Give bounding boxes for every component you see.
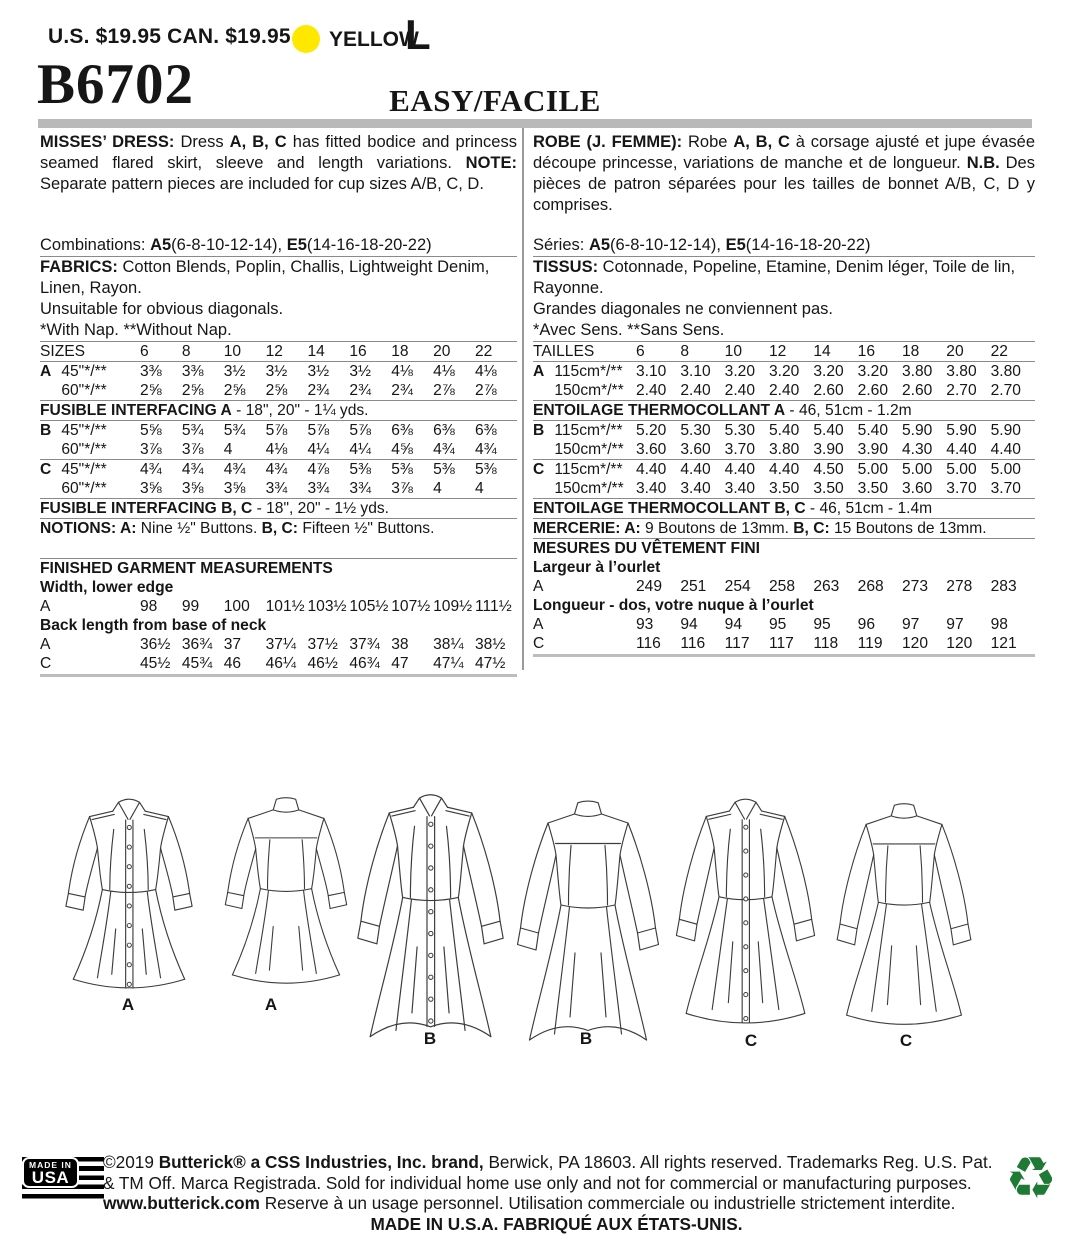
value-cell: 3.10 [680, 363, 711, 380]
dress-a-front-drawing [50, 787, 208, 1001]
table-row [40, 401, 517, 421]
usa-logo-top-text: MADE IN [29, 1160, 72, 1170]
value-cell: 3⅝ [224, 479, 266, 499]
recycle-icon: ♻ [1005, 1146, 1057, 1211]
header-cell: 10 [224, 342, 266, 362]
value-cell: 268 [857, 578, 884, 595]
view-label-c-front: C [744, 1031, 758, 1050]
row-label-cell: A [40, 598, 51, 615]
value-cell: 2.40 [636, 381, 680, 401]
value-cell: 4.40 [991, 440, 1035, 460]
header-cell: 18 [391, 342, 433, 362]
value-cell: 5⅞ [265, 422, 288, 439]
value-cell: 37¼ [265, 636, 296, 653]
value-cell: 4¼ [349, 440, 391, 460]
value-cell: 3.20 [857, 363, 888, 380]
value-cell: 3.70 [991, 479, 1035, 499]
value-cell: 3½ [307, 363, 330, 380]
table-row [40, 381, 517, 401]
legal-line-2: & TM Off. Marca Registrada. Sold for individual home use only and not for commercial or manufacturing purposes. [103, 1172, 972, 1193]
usa-logo-bottom-text: USA [31, 1168, 70, 1187]
section-cell: ENTOILAGE THERMOCOLLANT A - 46, 51cm - 1.2m [533, 401, 1035, 421]
value-cell: 2⅝ [140, 381, 182, 401]
value-cell: 97 [946, 616, 964, 633]
value-cell: 4.40 [768, 461, 800, 478]
table-row [40, 654, 517, 673]
french-yardage-table [533, 341, 1035, 539]
value-cell: 47 [391, 655, 409, 672]
value-cell: 3¾ [266, 479, 308, 499]
value-cell: 3⅞ [391, 479, 433, 499]
value-cell: 2.40 [725, 381, 769, 401]
flag-canton [22, 1157, 79, 1188]
row-label-cell: C 45"*/** [40, 461, 107, 478]
yellow-dot-icon [292, 25, 320, 53]
legal-line-3: www.butterick.com Reserve à un usage personnel. Utilisation commerciale ou industrielle strictement interdite. [103, 1193, 956, 1214]
size-letter: L [405, 11, 431, 58]
value-cell: 3¾ [308, 479, 350, 499]
value-cell: 4.40 [724, 461, 756, 478]
dress-b-back-drawing [508, 793, 668, 1056]
value-cell: 98 [990, 616, 1008, 633]
value-cell: 5.20 [636, 422, 667, 439]
french-column [533, 132, 1035, 657]
section-cell: FUSIBLE INTERFACING A - 18", 20" - 1¼ yds. [40, 401, 517, 421]
value-cell: 5.40 [768, 422, 800, 439]
table-row [533, 499, 1035, 519]
view-label-b-back: B [579, 1029, 593, 1048]
value-cell: 46¼ [265, 655, 296, 672]
table-row [40, 597, 517, 616]
value-cell: 2.70 [991, 381, 1035, 401]
view-label-b-front: B [423, 1029, 437, 1048]
table-row [533, 342, 1035, 362]
value-cell: 103½ [307, 598, 347, 615]
value-cell: 4.40 [636, 461, 667, 478]
value-cell: 5.30 [680, 422, 711, 439]
table-row [40, 635, 517, 654]
value-cell: 4 [224, 440, 266, 460]
value-cell: 4¾ [181, 461, 204, 478]
table-row [533, 479, 1035, 499]
value-cell: 37¾ [349, 636, 380, 653]
value-cell: 5⅜ [475, 461, 497, 478]
value-cell: 100 [223, 598, 250, 615]
row-label-cell: C [40, 655, 52, 672]
english-fabrics: FABRICS: Cotton Blends, Poplin, Challis, Lightweight Denim, Linen, Rayon. [40, 258, 490, 297]
table-row [533, 362, 1035, 382]
value-cell: 38½ [475, 636, 506, 653]
table-row [40, 559, 517, 579]
table-row [40, 616, 517, 635]
value-cell: 120 [901, 635, 928, 652]
value-cell: 47¼ [433, 655, 464, 672]
row-label-cell: 150cm*/** [533, 440, 636, 460]
value-cell: 94 [724, 616, 743, 633]
value-cell: 3.10 [636, 363, 667, 380]
value-cell: 4.40 [946, 440, 990, 460]
value-cell: 3.20 [813, 363, 844, 380]
header-cell: 10 [725, 342, 769, 362]
section-cell: MERCERIE: A: 9 Boutons de 13mm. B, C: 15 Boutons de 13mm. [533, 519, 1035, 539]
value-cell: 273 [901, 578, 928, 595]
value-cell: 5⅜ [391, 461, 413, 478]
value-cell: 5.40 [857, 422, 888, 439]
value-cell: 4⅛ [391, 363, 413, 380]
value-cell: 97 [901, 616, 920, 633]
table-row [533, 460, 1035, 480]
value-cell: 4⅛ [266, 440, 308, 460]
table-row [40, 519, 517, 539]
header-cell: 16 [858, 342, 902, 362]
value-cell: 5.90 [990, 422, 1021, 439]
column-divider [522, 128, 524, 670]
value-cell: 2.40 [769, 381, 813, 401]
table-row [40, 460, 517, 480]
value-cell: 3.80 [901, 363, 933, 380]
value-cell: 4¾ [223, 461, 246, 478]
value-cell: 96 [857, 616, 875, 633]
value-cell: 4¾ [140, 461, 162, 478]
value-cell: 37½ [307, 636, 338, 653]
section-cell: Largeur à l’ourlet [533, 559, 661, 576]
english-description: MISSES’ DRESS: Dress A, B, C has fitted bodice and princess seamed flared skirt, sleeve and length variations. NOTE: Separate pattern pieces are included for cup sizes A/B, C, D. [40, 133, 517, 193]
row-label-cell: 60"*/** [40, 381, 140, 401]
value-cell: 283 [990, 578, 1017, 595]
value-cell: 47½ [475, 655, 506, 672]
value-cell: 38 [391, 636, 409, 653]
value-cell: 2.40 [680, 381, 724, 401]
french-bottom-rule [533, 654, 1035, 657]
value-cell: 4.40 [680, 461, 711, 478]
price-line: U.S. $19.95 CAN. $19.95 [48, 25, 291, 48]
row-label-cell: 150cm*/** [533, 381, 636, 401]
value-cell: 5.40 [813, 422, 844, 439]
value-cell: 4.30 [902, 440, 946, 460]
value-cell: 121 [990, 635, 1017, 652]
view-label-c-back: C [899, 1031, 913, 1050]
value-cell: 46 [223, 655, 242, 672]
made-in-usa-line: MADE IN U.S.A. FABRIQUÉ AUX ÉTATS-UNIS. [370, 1213, 743, 1234]
value-cell: 4⅛ [433, 363, 455, 380]
value-cell: 5⅜ [349, 461, 372, 478]
row-label-cell: C 115cm*/** [533, 461, 623, 478]
value-cell: 5⅜ [433, 461, 455, 478]
value-cell: 116 [680, 635, 706, 652]
value-cell: 2¾ [349, 381, 391, 401]
table-row [40, 342, 517, 362]
table-row [40, 421, 517, 441]
value-cell: 2⅝ [182, 381, 224, 401]
table-row [533, 558, 1035, 577]
row-label-cell: A 45"*/** [40, 363, 107, 380]
english-column [40, 132, 517, 677]
table-row [40, 440, 517, 460]
table-row [533, 401, 1035, 421]
section-cell: Longueur - dos, votre nuque à l’ourlet [533, 597, 814, 614]
value-cell: 5.30 [724, 422, 756, 439]
header-cell: TAILLES [533, 342, 636, 362]
value-cell: 37 [223, 636, 242, 653]
section-cell: MESURES DU VÊTEMENT FINI [533, 540, 760, 557]
french-nap-note: *Avec Sens. **Sans Sens. [533, 321, 725, 339]
table-row [533, 421, 1035, 441]
value-cell: 4.50 [813, 461, 844, 478]
value-cell: 4⅛ [475, 363, 497, 380]
value-cell: 38¼ [433, 636, 464, 653]
value-cell: 118 [813, 635, 839, 652]
value-cell: 36¾ [181, 636, 213, 653]
table-row [533, 596, 1035, 615]
value-cell: 3⅝ [140, 479, 182, 499]
dress-c-front-drawing [667, 787, 824, 1039]
value-cell: 4¼ [308, 440, 350, 460]
value-cell: 2¾ [391, 381, 433, 401]
header-cell: 20 [433, 342, 475, 362]
value-cell: 5.00 [901, 461, 933, 478]
value-cell: 249 [636, 578, 663, 595]
english-unsuitable: Unsuitable for obvious diagonals. [40, 300, 284, 318]
table-row [40, 578, 517, 597]
value-cell: 4¾ [265, 461, 288, 478]
pattern-number: B6702 [37, 53, 195, 116]
value-cell: 3.90 [813, 440, 857, 460]
value-cell: 107½ [391, 598, 431, 615]
value-cell: 3.60 [680, 440, 724, 460]
value-cell: 94 [680, 616, 698, 633]
dress-a-back-drawing [210, 790, 362, 996]
value-cell: 3.40 [636, 479, 680, 499]
value-cell: 2¾ [308, 381, 350, 401]
value-cell: 5⅝ [140, 422, 162, 439]
english-measurements-table [40, 558, 517, 673]
value-cell: 105½ [349, 598, 389, 615]
value-cell: 2.60 [813, 381, 857, 401]
header-cell: 22 [991, 342, 1035, 362]
value-cell: 4 [475, 479, 517, 499]
header-cell: 6 [140, 342, 182, 362]
dress-c-back-drawing [828, 796, 980, 1040]
value-cell: 258 [768, 578, 796, 595]
value-cell: 5.90 [946, 422, 977, 439]
color-name: YELLOW [329, 28, 419, 51]
value-cell: 263 [813, 578, 840, 595]
value-cell: 3.90 [858, 440, 902, 460]
row-label-cell: 150cm*/** [533, 479, 636, 499]
english-combinations: Combinations: A5(6-8-10-12-14), E5(14-16-18-20-22) [40, 235, 517, 257]
table-row [40, 479, 517, 499]
header-cell: 18 [902, 342, 946, 362]
value-cell: 3.80 [990, 363, 1021, 380]
value-cell: 3½ [265, 363, 288, 380]
row-label-cell: B 45"*/** [40, 422, 107, 439]
value-cell: 95 [768, 616, 787, 633]
french-description: ROBE (J. FEMME): Robe A, B, C à corsage ajusté et jupe évasée découpe princesse, variations de manche et de longueur. N.B. Des pièces de patron séparées pour les tailles de bonnet A/B, C, D y comprises. [533, 133, 1036, 214]
value-cell: 6⅜ [475, 422, 497, 439]
table-row [533, 381, 1035, 401]
french-series: Séries: A5(6-8-10-12-14), E5(14-16-18-20-22) [533, 235, 1035, 257]
value-cell: 3.20 [768, 363, 800, 380]
value-cell: 251 [680, 578, 707, 595]
difficulty-label: EASY/FACILE [389, 83, 601, 118]
value-cell: 3⅝ [182, 479, 224, 499]
header-cell: SIZES [40, 342, 140, 362]
value-cell: 3½ [223, 363, 246, 380]
header-cell: 12 [769, 342, 813, 362]
value-cell: 5⅞ [307, 422, 330, 439]
legal-text [103, 1152, 1010, 1234]
value-cell: 5.00 [946, 461, 977, 478]
value-cell: 5¾ [223, 422, 246, 439]
value-cell: 117 [768, 635, 794, 652]
english-nap-note: *With Nap. **Without Nap. [40, 321, 232, 339]
table-row [533, 615, 1035, 634]
value-cell: 46½ [307, 655, 338, 672]
value-cell: 5.90 [901, 422, 933, 439]
french-measurements-table [533, 539, 1035, 653]
made-in-usa-flag-icon [22, 1157, 104, 1202]
table-row [533, 539, 1035, 558]
row-label-cell: A [533, 578, 544, 595]
value-cell: 2.60 [902, 381, 946, 401]
value-cell: 116 [636, 635, 661, 652]
row-label-cell: A 115cm*/** [533, 363, 623, 380]
view-label-a-back: A [264, 995, 278, 1014]
table-row [40, 499, 517, 519]
table-row [40, 362, 517, 382]
value-cell: 2.60 [858, 381, 902, 401]
french-unsuitable: Grandes diagonales ne conviennent pas. [533, 300, 833, 318]
value-cell: 2⅞ [475, 381, 517, 401]
french-fabrics: TISSUS: Cotonnade, Popeline, Etamine, Denim léger, Toile de lin, Rayonne. [533, 258, 1016, 297]
value-cell: 3⅜ [181, 363, 204, 380]
value-cell: 4 [433, 479, 475, 499]
english-yardage-table [40, 341, 517, 538]
row-label-cell: B 115cm*/** [533, 422, 623, 439]
value-cell: 2⅝ [266, 381, 308, 401]
value-cell: 98 [140, 598, 158, 615]
value-cell: 111½ [475, 598, 512, 615]
value-cell: 3.50 [813, 479, 857, 499]
value-cell: 6⅜ [433, 422, 455, 439]
value-cell: 3.20 [724, 363, 756, 380]
value-cell: 4⅞ [307, 461, 330, 478]
value-cell: 3.60 [636, 440, 680, 460]
header-cell: 6 [636, 342, 680, 362]
value-cell: 45½ [140, 655, 171, 672]
table-row [533, 577, 1035, 596]
table-row [533, 634, 1035, 653]
value-cell: 95 [813, 616, 831, 633]
value-cell: 254 [724, 578, 751, 595]
row-label-cell: C [533, 635, 545, 652]
value-cell: 93 [636, 616, 654, 633]
row-label-cell: A [533, 616, 544, 633]
section-cell: ENTOILAGE THERMOCOLLANT B, C - 46, 51cm - 1.4m [533, 499, 1035, 519]
value-cell: 3½ [349, 363, 372, 380]
value-cell: 3.70 [946, 479, 990, 499]
header-cell: 8 [182, 342, 224, 362]
value-cell: 109½ [433, 598, 473, 615]
value-cell: 6⅜ [391, 422, 413, 439]
value-cell: 36½ [140, 636, 171, 653]
header-rule-bar [38, 119, 1032, 128]
value-cell: 3⅞ [140, 440, 182, 460]
header-cell: 22 [475, 342, 517, 362]
value-cell: 119 [857, 635, 883, 652]
value-cell: 99 [181, 598, 200, 615]
header-cell: 16 [349, 342, 391, 362]
value-cell: 2.70 [946, 381, 990, 401]
value-cell: 2⅞ [433, 381, 475, 401]
value-cell: 2⅝ [224, 381, 266, 401]
table-row [533, 519, 1035, 539]
header-cell: 14 [308, 342, 350, 362]
value-cell: 3.50 [858, 479, 902, 499]
value-cell: 5⅞ [349, 422, 372, 439]
section-cell: Width, lower edge [40, 579, 174, 596]
value-cell: 3.40 [725, 479, 769, 499]
value-cell: 45¾ [181, 655, 213, 672]
view-label-a-front: A [121, 995, 135, 1014]
row-label-cell: 60"*/** [40, 440, 140, 460]
header-cell: 14 [813, 342, 857, 362]
value-cell: 3.40 [680, 479, 724, 499]
section-cell: FUSIBLE INTERFACING B, C - 18", 20" - 1½ yds. [40, 499, 517, 519]
value-cell: 3.50 [769, 479, 813, 499]
header-cell: 20 [946, 342, 990, 362]
value-cell: 46¾ [349, 655, 380, 672]
english-bottom-rule [40, 674, 517, 677]
value-cell: 120 [946, 635, 973, 652]
value-cell: 5.00 [857, 461, 888, 478]
value-cell: 3.60 [902, 479, 946, 499]
header-cell: 8 [680, 342, 724, 362]
row-label-cell: 60"*/** [40, 479, 140, 499]
value-cell: 101½ [265, 598, 305, 615]
value-cell: 3.80 [769, 440, 813, 460]
value-cell: 5¾ [181, 422, 204, 439]
value-cell: 4¾ [433, 440, 475, 460]
value-cell: 3⅞ [182, 440, 224, 460]
value-cell: 117 [724, 635, 750, 652]
legal-line-1: ©2019 Butterick® a CSS Industries, Inc. brand, Berwick, PA 18603. All rights reserved. Trademarks Reg. U.S. Pat. [103, 1152, 993, 1172]
section-cell: Back length from base of neck [40, 617, 267, 634]
value-cell: 278 [946, 578, 973, 595]
dress-b-front-drawing [348, 782, 513, 1053]
value-cell: 3⅜ [140, 363, 162, 380]
section-cell: FINISHED GARMENT MEASUREMENTS [40, 560, 333, 577]
value-cell: 5.00 [990, 461, 1021, 478]
value-cell: 4⅝ [391, 440, 433, 460]
row-label-cell: A [40, 636, 51, 653]
value-cell: 4¾ [475, 440, 517, 460]
section-cell: NOTIONS: A: Nine ½" Buttons. B, C: Fifteen ½" Buttons. [40, 520, 435, 537]
value-cell: 3.80 [946, 363, 977, 380]
value-cell: 3¾ [349, 479, 391, 499]
value-cell: 3.70 [725, 440, 769, 460]
table-row [533, 440, 1035, 460]
header-cell: 12 [266, 342, 308, 362]
